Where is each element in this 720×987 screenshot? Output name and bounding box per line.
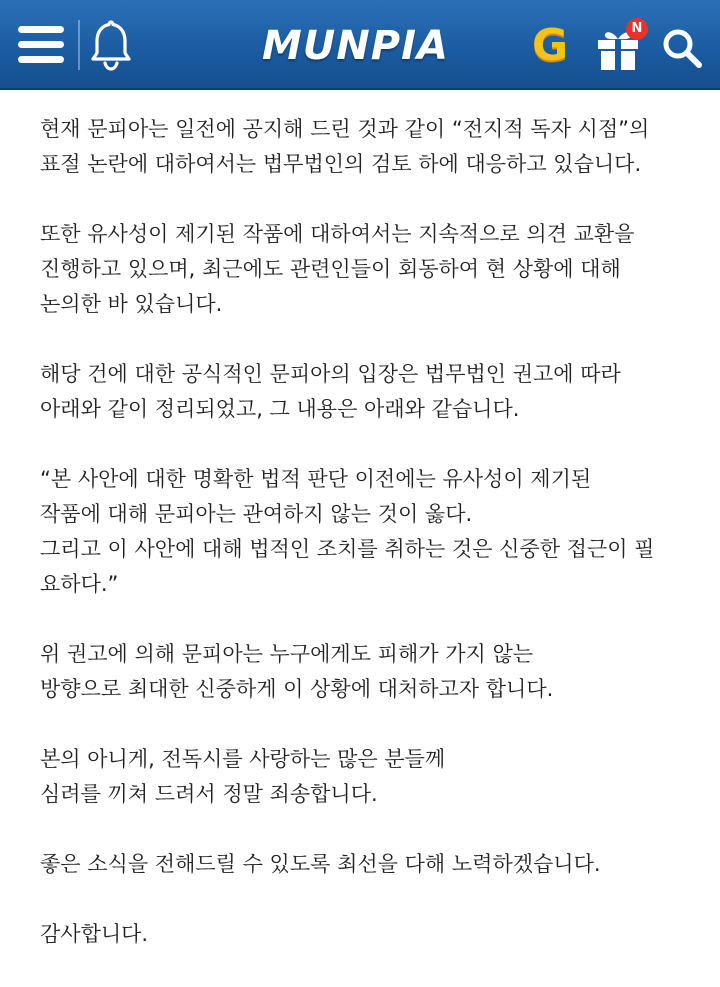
menu-icon-bar-middle xyxy=(18,41,64,48)
notice-line: 진행하고 있으며, 최근에도 관련인들이 회동하여 현 상황에 대해 xyxy=(40,257,621,281)
notice-line: 작품에 대해 문피아는 관여하지 않는 것이 옳다. xyxy=(40,502,473,526)
g-coin-icon[interactable]: G xyxy=(531,20,569,71)
notice-line: 심려를 끼쳐 드려서 정말 죄송합니다. xyxy=(40,782,378,806)
top-navigation-bar xyxy=(0,0,720,90)
notice-line: 좋은 소식을 전해드릴 수 있도록 최선을 다해 노력하겠습니다. xyxy=(40,852,601,876)
notice-line: 그리고 이 사안에 대해 법적인 조치를 취하는 것은 신중한 접근이 필 xyxy=(40,537,655,561)
notice-paragraph-5 xyxy=(40,637,700,707)
notice-line: 본의 아니게, 전독시를 사랑하는 많은 분들께 xyxy=(40,747,446,771)
menu-icon[interactable] xyxy=(18,24,66,66)
notice-line: 해당 건에 대한 공식적인 문피아의 입장은 법무법인 권고에 따라 xyxy=(40,362,621,386)
notice-line: 요하다.” xyxy=(40,572,119,596)
notice-body xyxy=(40,112,700,987)
notification-badge: N xyxy=(626,18,648,40)
menu-icon-bar-bottom xyxy=(18,56,64,63)
notice-line: 논의한 바 있습니다. xyxy=(40,292,223,316)
menu-icon-bar-top xyxy=(18,26,64,33)
notice-paragraph-3 xyxy=(40,357,700,427)
search-icon[interactable] xyxy=(660,26,704,70)
notice-line: 표절 논란에 대하여서는 법무법인의 검토 하에 대응하고 있습니다. xyxy=(40,152,642,176)
notice-line: 방향으로 최대한 신중하게 이 상황에 대처하고자 합니다. xyxy=(40,677,554,701)
header-divider xyxy=(78,20,80,70)
notice-line: 현재 문피아는 일전에 공지해 드린 것과 같이 “전지적 독자 시점”의 xyxy=(40,117,650,141)
notice-line: 또한 유사성이 제기된 작품에 대하여서는 지속적으로 의견 교환을 xyxy=(40,222,635,246)
notice-line: 위 권고에 의해 문피아는 누구에게도 피해가 가지 않는 xyxy=(40,642,534,666)
notice-line: 감사합니다. xyxy=(40,922,149,946)
notice-closing xyxy=(40,917,700,952)
notice-line: 아래와 같이 정리되었고, 그 내용은 아래와 같습니다. xyxy=(40,397,520,421)
notice-line: “본 사안에 대한 명확한 법적 판단 이전에는 유사성이 제기된 xyxy=(40,467,592,491)
notice-paragraph-1 xyxy=(40,112,700,182)
munpia-logo[interactable]: MUNPIA xyxy=(262,23,449,69)
notice-paragraph-2 xyxy=(40,217,700,322)
notice-paragraph-7 xyxy=(40,847,700,882)
bell-icon[interactable] xyxy=(88,16,134,72)
notice-paragraph-6 xyxy=(40,742,700,812)
notice-quote-paragraph xyxy=(40,462,700,602)
